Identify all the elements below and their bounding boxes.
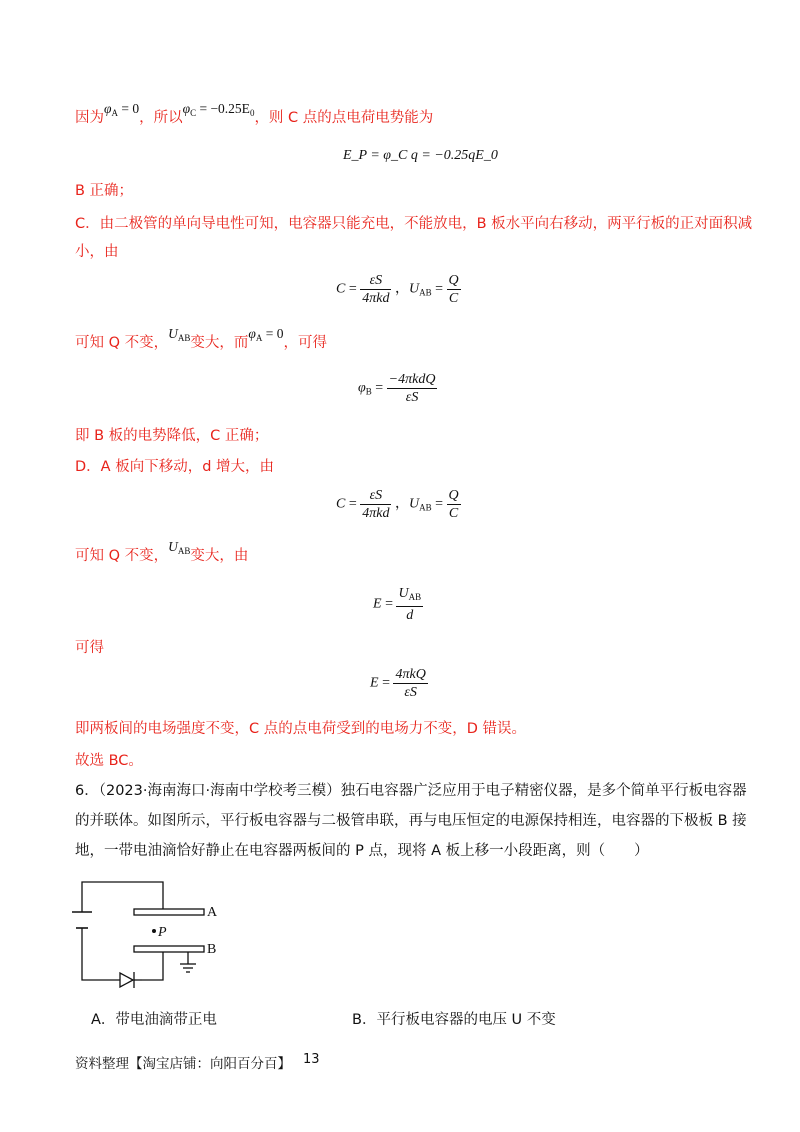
- equation-field-2: E = $\frac{\text{4πkQ}}{\varepsilon S}$: [370, 667, 426, 700]
- c-line-2: 小，由: [75, 244, 119, 260]
- plate-a: [134, 909, 204, 915]
- phi-symbol: φ: [248, 326, 256, 341]
- d-get: 可得: [75, 640, 104, 656]
- frac-den: C: [448, 291, 459, 306]
- frac-den: εS: [405, 390, 419, 405]
- equation-phi-b: $\varphi_B$ = $\frac{\text{−4πkdQ}}{\varepsilon S}$: [358, 372, 436, 405]
- equation-capacitance: C = $\frac{\varepsilon S}{\text{4πkd}}$ ，$U_{AB}$ = $\frac{Q}{C}$: [336, 273, 459, 306]
- frac-num: 4πkQ: [395, 667, 426, 682]
- label-a: A: [207, 905, 218, 920]
- line-phi-values: [75, 101, 434, 132]
- frac-num: U: [398, 586, 409, 601]
- phi-a-value: = 0: [117, 101, 140, 116]
- diode-icon: [120, 973, 133, 987]
- sub-ab: AB: [177, 333, 191, 343]
- text-q-unchanged: 可知 Q 不变，: [75, 548, 169, 564]
- sub-c: C: [190, 108, 197, 118]
- text-because: 因为: [75, 110, 104, 126]
- label-b: B: [207, 942, 217, 957]
- wire-top: [82, 882, 163, 912]
- frac-num: Q: [448, 488, 459, 503]
- q6-line-3: 地，一带电油滴恰好静止在电容器两板间的 P 点，现将 A 板上移一小段距离，则（ ）: [75, 843, 649, 859]
- phi-symbol: φ: [182, 101, 191, 116]
- wire-bottom-right: [142, 952, 163, 980]
- circuit-diagram: [70, 876, 240, 988]
- text-increase: 变大，由: [190, 548, 249, 564]
- frac-den: 4πkd: [362, 506, 390, 521]
- sub-a: A: [255, 333, 263, 343]
- equation-potential-energy: E_P = φ_C q = −0.25qE_0: [343, 148, 498, 163]
- wire-left-bottom: [82, 928, 120, 980]
- c-conclusion: 即 B 板的电势降低，C 正确；: [75, 428, 269, 444]
- equation-capacitance-2: C = $\frac{\varepsilon S}{\text{4πkd}}$ ，$U_{AB}$ = $\frac{Q}{C}$: [336, 488, 459, 521]
- phi-symbol: φ: [104, 101, 112, 116]
- d-conclusion: 即两板间的电场强度不变，C 点的点电荷受到的电场力不变，D 错误。: [75, 721, 527, 737]
- sub-a: A: [111, 108, 118, 118]
- q6-line-2: 的并联体。如图所示，平行板电容器与二极管串联，再与电压恒定的电源保持相连，电容器的下极板 B 接: [75, 813, 747, 829]
- label-p: P: [158, 925, 167, 940]
- text-then: ，则 C 点的点电荷电势能为: [254, 110, 434, 126]
- option-a: A．带电油滴带正电: [91, 1012, 217, 1028]
- b-correct: B 正确；: [75, 183, 134, 199]
- frac-num: εS: [360, 487, 391, 505]
- page-number: 13: [303, 1052, 320, 1067]
- phi-value: = 0: [262, 326, 284, 341]
- frac-den: C: [448, 506, 459, 521]
- frac-num: Q: [448, 273, 459, 288]
- u-symbol: U: [168, 539, 178, 554]
- u-symbol: U: [168, 326, 178, 341]
- frac-den: 4πkd: [362, 291, 390, 306]
- frac-num: εS: [360, 272, 391, 290]
- sub-0: 0: [249, 108, 255, 118]
- d-line-1: D．A 板向下移动，d 增大，由: [75, 459, 275, 475]
- plate-b: [134, 946, 204, 952]
- text-get: ，可得: [283, 335, 327, 351]
- footer-text: 资料整理【淘宝店铺：向阳百分百】: [75, 1056, 291, 1072]
- option-b: B．平行板电容器的电压 U 不变: [352, 1012, 556, 1028]
- frac-den: d: [406, 608, 414, 623]
- answer: 故选 BC。: [75, 753, 143, 769]
- c-line-1: C．由二极管的单向导电性可知，电容器只能充电，不能放电，B 板水平向右移动，两平行板的正对面积减: [75, 216, 753, 232]
- sub-ab: AB: [408, 592, 422, 602]
- frac-num: −4πkdQ: [388, 372, 436, 387]
- q6-line-1: 6．（2023·海南海口·海南中学校考三模）独石电容器广泛应用于电子精密仪器，是多个简单平行板电容器: [75, 783, 747, 799]
- oil-drop-p: [152, 929, 156, 933]
- c-know-line: [75, 326, 327, 357]
- text-q-unchanged: 可知 Q 不变，: [75, 335, 169, 351]
- sub-ab: AB: [177, 546, 191, 556]
- text-so: ，所以: [139, 110, 183, 126]
- frac-den: εS: [404, 685, 417, 700]
- phi-c-value: = −0.25E: [196, 101, 250, 116]
- d-know-line: [75, 539, 249, 570]
- text-increase: 变大，而: [190, 335, 249, 351]
- equation-field-1: E = $\frac{U_{AB}}{d}$: [373, 586, 422, 623]
